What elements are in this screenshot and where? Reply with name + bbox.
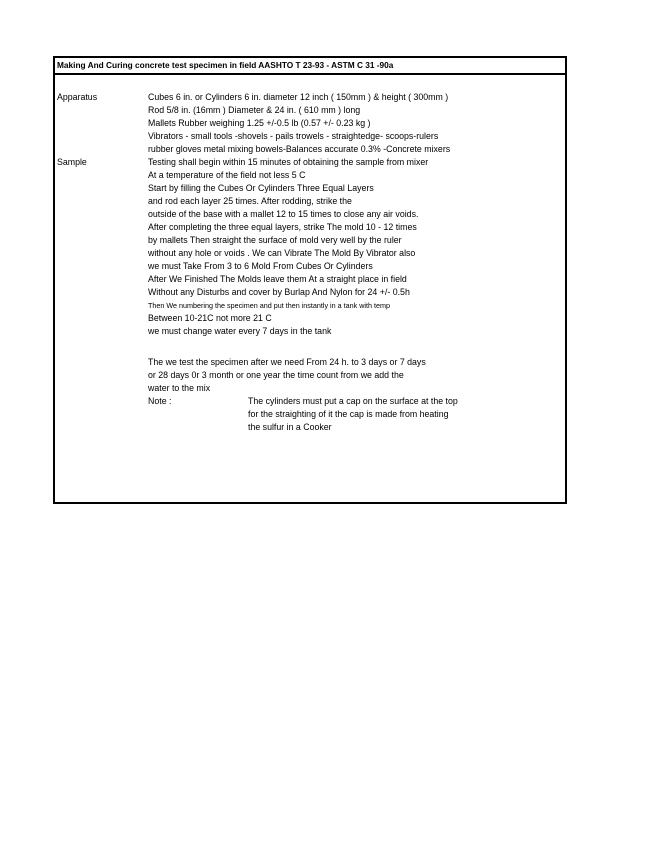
sample-line: Start by filling the Cubes Or Cylinders Three Equal Layers <box>148 183 374 193</box>
sample-line: Without any Disturbs and cover by Burlap And Nylon for 24 +/- 0.5h <box>148 287 410 297</box>
note-label: Note : <box>148 396 172 406</box>
test-line: The we test the specimen after we need From 24 h. to 3 days or 7 days <box>148 357 426 367</box>
sample-label: Sample <box>57 157 87 167</box>
sample-line: without any hole or voids . We can Vibrate The Mold By Vibrator also <box>148 248 416 258</box>
apparatus-label: Apparatus <box>57 92 98 102</box>
note-line: for the straighting of it the cap is made from heating <box>248 409 449 419</box>
sample-line: we must Take From 3 to 6 Mold From Cubes Or Cylinders <box>148 261 373 271</box>
sample-line: Testing shall begin within 15 minutes of obtaining the sample from mixer <box>148 157 429 167</box>
apparatus-line: Mallets Rubber weighing 1.25 +/-0.5 lb (0.57 +/- 0.23 kg ) <box>148 118 371 128</box>
sample-line: by mallets Then straight the surface of mold very well by the ruler <box>148 235 402 245</box>
note-line: the sulfur in a Cooker <box>248 422 332 432</box>
note-line: The cylinders must put a cap on the surface at the top <box>248 396 458 406</box>
sample-line: and rod each layer 25 times. After rodding, strike the <box>148 196 352 206</box>
apparatus-line: rubber gloves metal mixing bowels-Balances accurate 0.3% -Concrete mixers <box>148 144 451 154</box>
sample-line: Then We numbering the specimen and put then instantly in a tank with temp <box>148 301 390 310</box>
test-line: or 28 days 0r 3 month or one year the time count from we add the <box>148 370 404 380</box>
sample-line: outside of the base with a mallet 12 to 15 times to close any air voids. <box>148 209 419 219</box>
apparatus-line: Vibrators - small tools -shovels - pails trowels - straightedge- scoops-rulers <box>148 131 439 141</box>
sample-line: we must change water every 7 days in the tank <box>148 326 332 336</box>
title-bar <box>55 58 565 75</box>
specification-sheet <box>53 56 567 504</box>
document-title: Making And Curing concrete test specimen in field AASHTO T 23-93 - ASTM C 31 -90a <box>57 60 394 70</box>
sample-line: Between 10-21C not more 21 C <box>148 313 272 323</box>
test-line: water to the mix <box>148 383 211 393</box>
sample-line: At a temperature of the field not less 5 C <box>148 170 306 180</box>
apparatus-line: Rod 5/8 in. (16mm ) Diameter & 24 in. ( 610 mm ) long <box>148 105 361 115</box>
sample-line: After completing the three equal layers, strike The mold 10 - 12 times <box>148 222 417 232</box>
apparatus-line: Cubes 6 in. or Cylinders 6 in. diameter 12 inch ( 150mm ) & height ( 300mm ) <box>148 92 449 102</box>
sample-line: After We Finished The Molds leave them At a straight place in field <box>148 274 407 284</box>
